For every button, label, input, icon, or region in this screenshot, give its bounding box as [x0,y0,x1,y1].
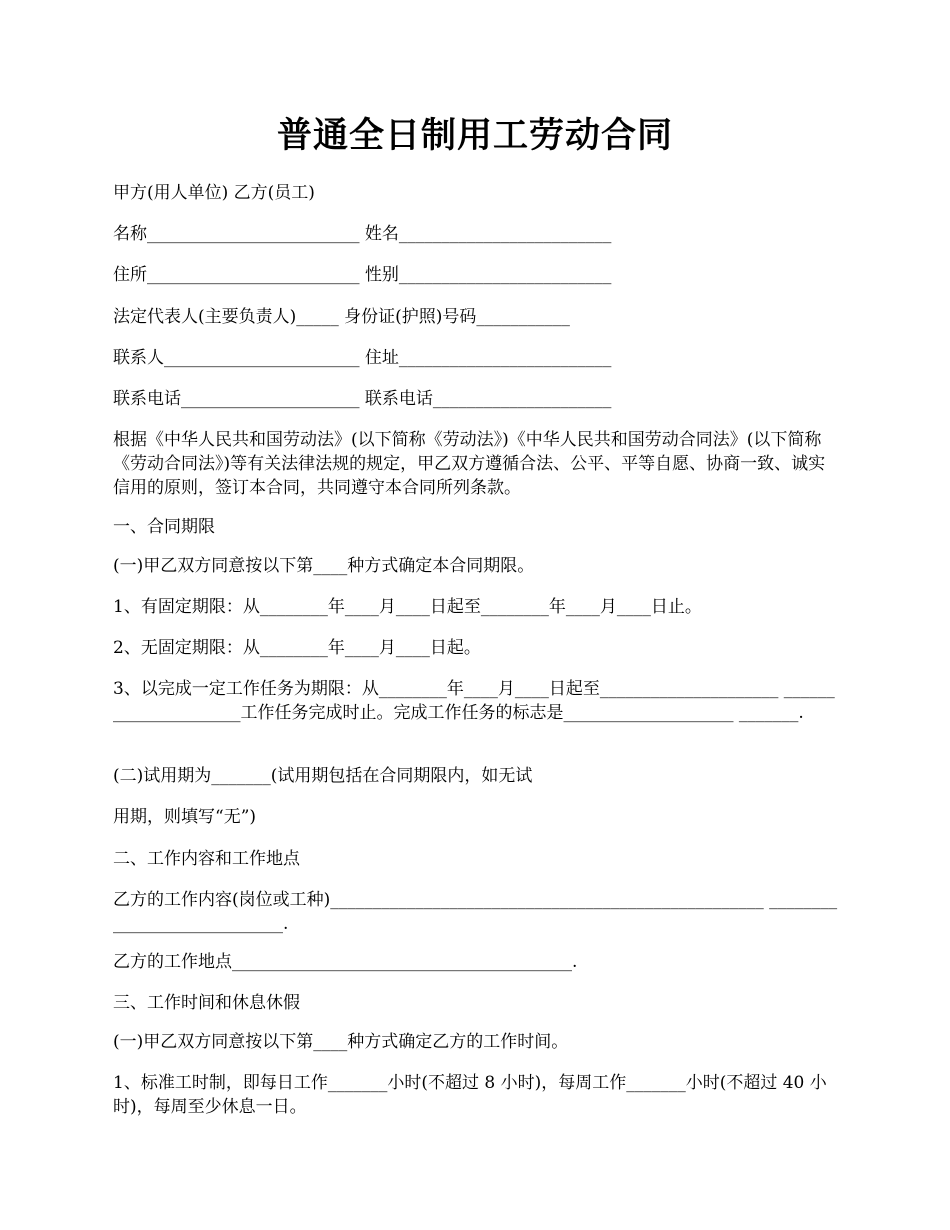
open-term-clause: 2、无固定期限：从________年____月____日起。 [113,638,481,658]
task-term-clause: 3、以完成一定工作任务为期限：从________年____月____日起至_____________________ _____________________工作任务完成时止。完成工作任务的标志是____________________ _______. [113,679,835,723]
probation-note: 用期，则填写“无”) [113,807,257,827]
phone-row: 联系电话_____________________ 联系电话_____________________ [113,389,612,409]
section-heading-work: 二、工作内容和工作地点 [113,849,300,869]
term-method-clause: (一)甲乙双方同意按以下第____种方式确定本合同期限。 [113,556,535,576]
representative-id-row: 法定代表人(主要负责人)_____ 身份证(护照)号码___________ [113,307,570,327]
preamble-paragraph: 根据《中华人民共和国劳动法》(以下简称《劳动法》)《中华人民共和国劳动合同法》(以下简称《劳动合同法》)等有关法律法规的规定，甲乙双方遵循合法、公平、平等自愿、协商一致、诚实信用的原则，签订本合同，共同遵守本合同所列条款。 [113,430,826,498]
probation-clause: (二)试用期为_______(试用期包括在合同期限内，如无试 [113,766,533,786]
address-gender-row: 住所_________________________ 性别_________________________ [113,265,612,285]
work-location-clause: 乙方的工作地点________________________________________. [113,952,578,972]
name-row: 名称_________________________ 姓名_________________________ [113,224,612,244]
hours-method-clause: (一)甲乙双方同意按以下第____种方式确定乙方的工作时间。 [113,1032,569,1052]
page-title: 普通全日制用工劳动合同 [276,115,673,156]
section-heading-term: 一、合同期限 [113,517,215,537]
parties-header: 甲方(用人单位) 乙方(员工) [113,183,315,203]
contact-address-row: 联系人_______________________ 住址_________________________ [113,348,612,368]
work-content-clause: 乙方的工作内容(岗位或工种)___________________________________________________ ____________________________. [113,890,838,934]
fixed-term-clause: 1、有固定期限：从________年____月____日起至________年____月____日止。 [113,597,702,617]
standard-hours-clause: 1、标准工时制，即每日工作_______小时(不超过 8 小时)，每周工作_______小时(不超过 40 小时)，每周至少休息一日。 [113,1073,827,1117]
section-heading-hours: 三、工作时间和休息休假 [113,993,300,1013]
